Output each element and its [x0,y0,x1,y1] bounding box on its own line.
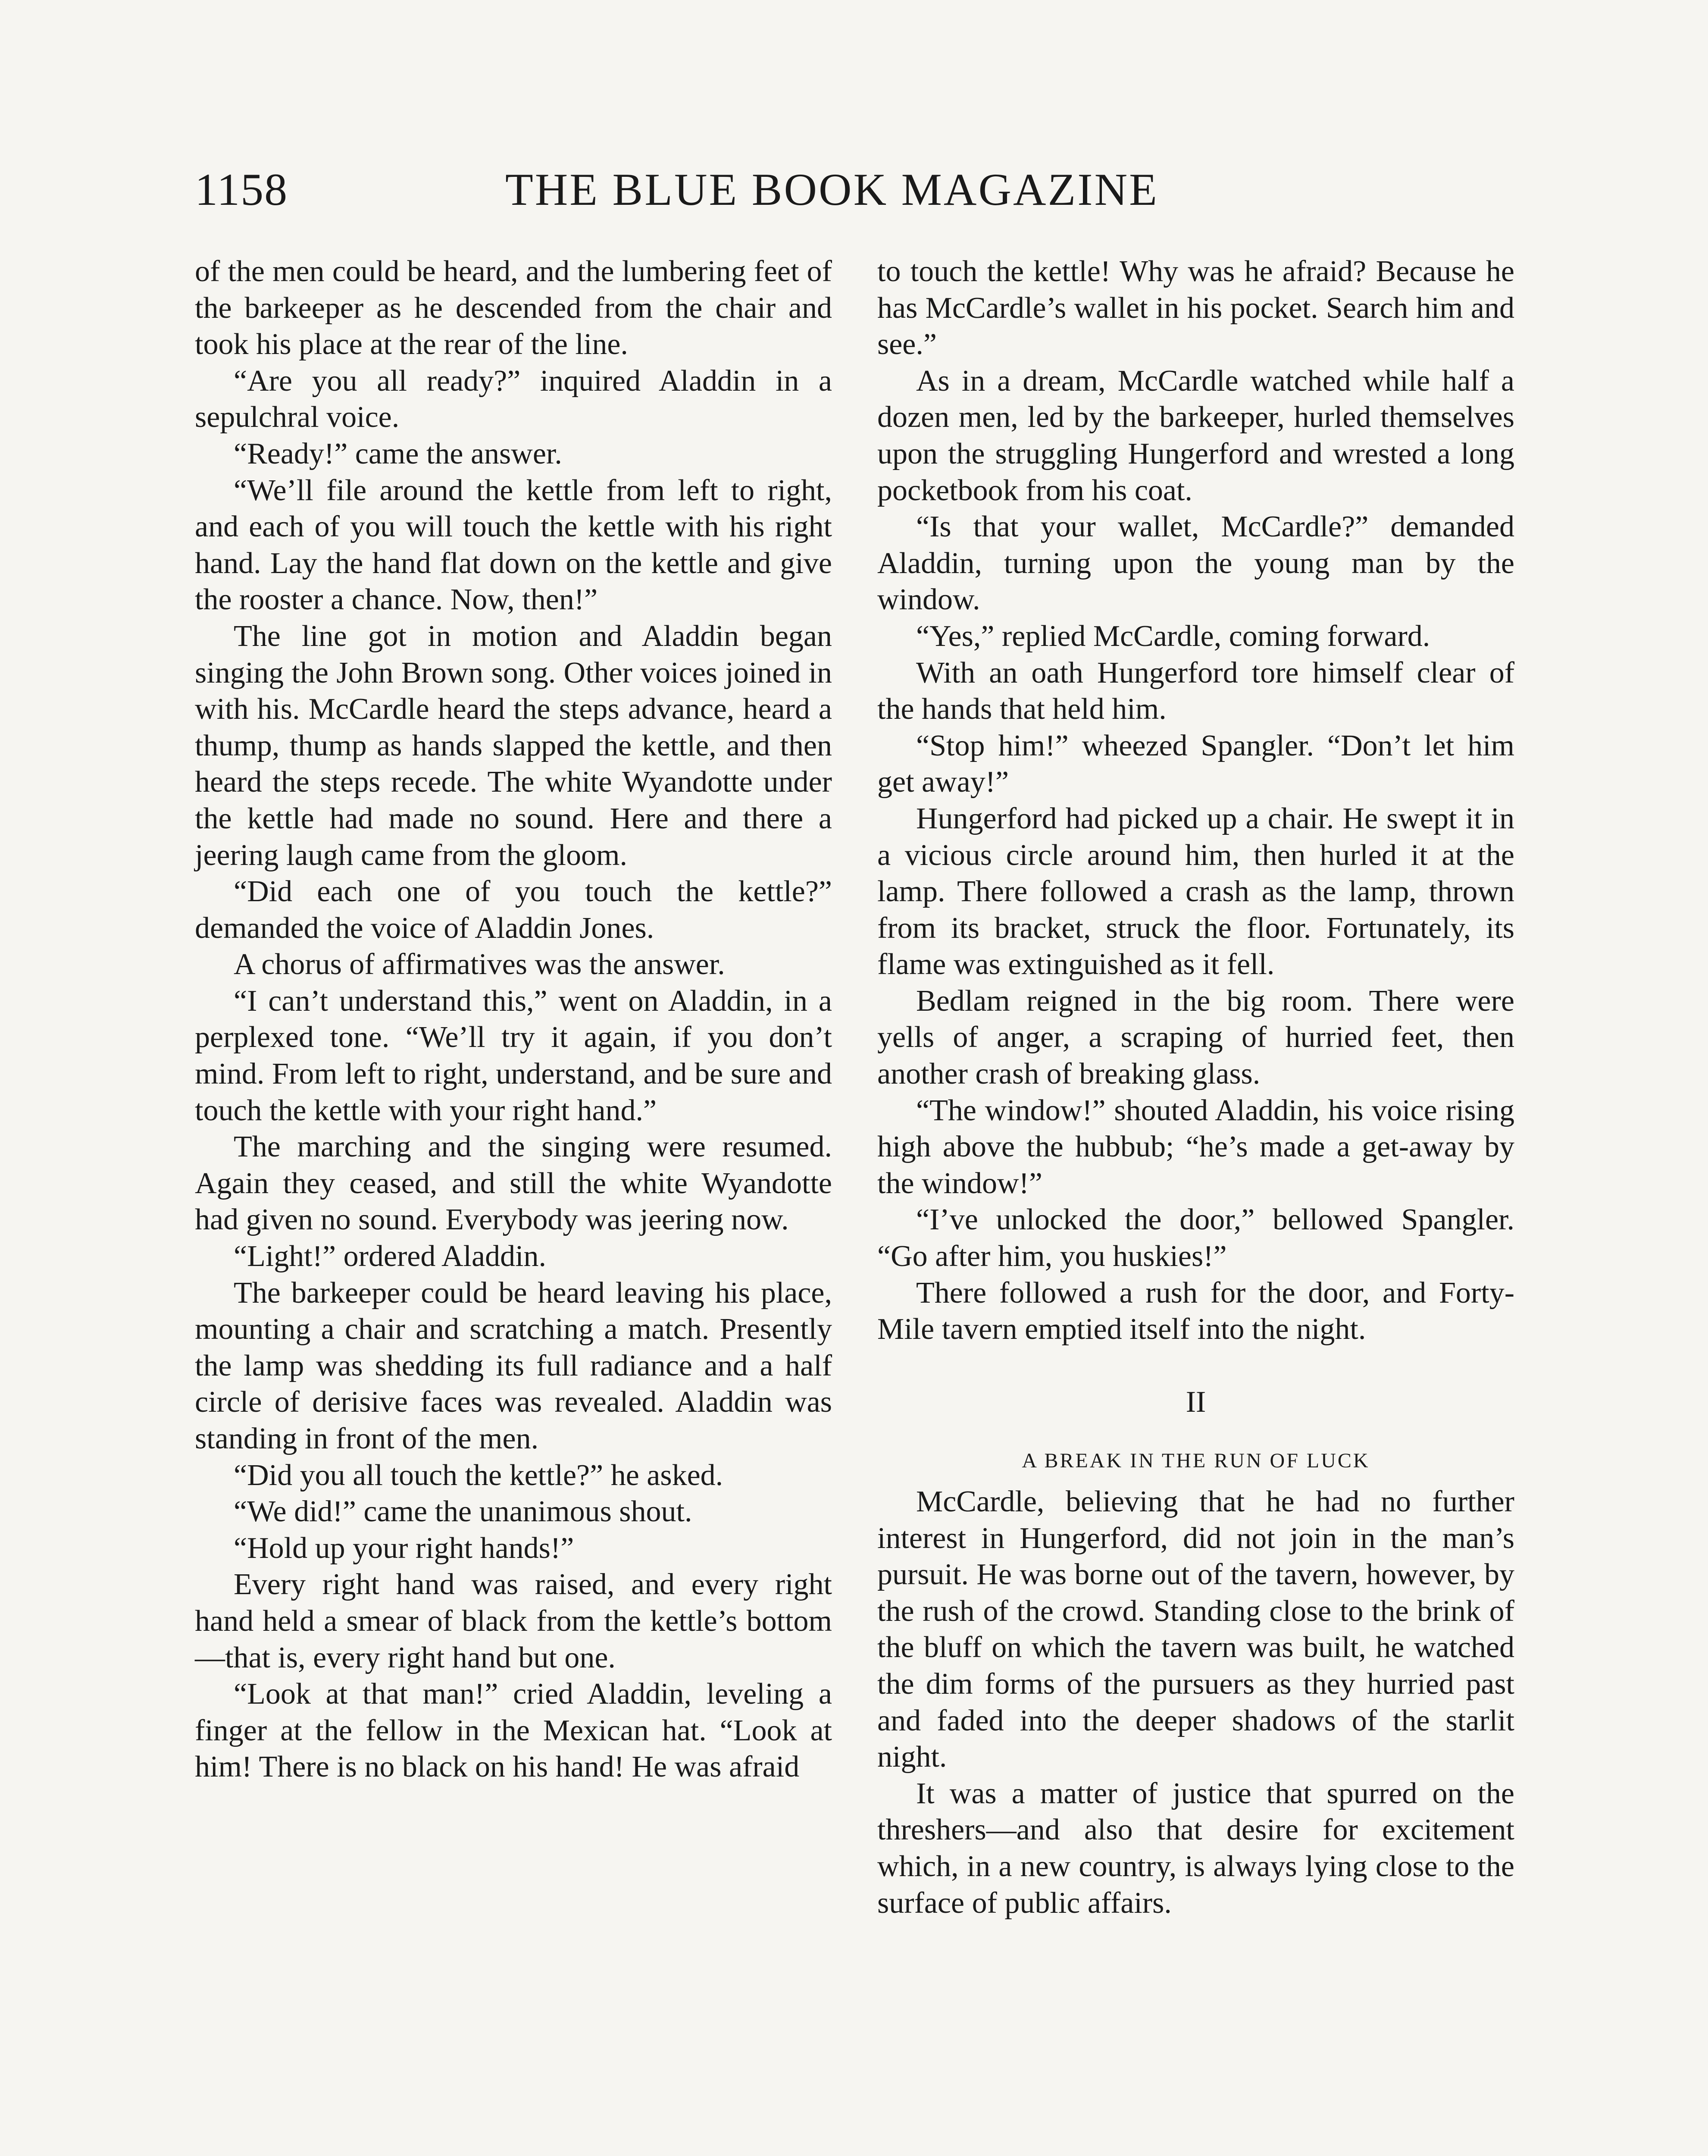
paragraph: The marching and the singing were resumed. Again they ceased, and still the white Wyandotte had given no sound. Everybody was jeering now. [195,1130,832,1237]
paragraph: It was a matter of justice that spurred on the threshers—and also that desire for excitement which, in a new country, is always lying close to the surface of public affairs. [877,1777,1514,1920]
paragraph: “We did!” came the unanimous shout. [234,1495,692,1529]
paragraph: “Did you all touch the kettle?” he asked. [234,1458,723,1492]
paragraph: Hungerford had picked up a chair. He swept it in a vicious circle around him, then hurled it at the lamp. There followed a crash as the lamp, thrown from its bracket, struck the floor. Fortunately, its flame was extinguished as it fell. [877,802,1514,981]
paragraph: “Are you all ready?” inquired Aladdin in a sepulchral voice. [195,364,832,434]
paragraph: Every right hand was raised, and every right hand held a smear of black from the kettle’s bottom—that is, every right hand but one. [195,1568,832,1674]
right-column [877,254,1514,1921]
paragraph: A chorus of affirmatives was the answer. [234,948,725,981]
paragraph: With an oath Hungerford tore himself clear of the hands that held him. [877,656,1514,726]
paragraph: “Stop him!” wheezed Spangler. “Don’t let him get away!” [877,729,1514,799]
paragraph: “Yes,” replied McCardle, coming forward. [916,619,1430,653]
paragraph: “We’ll file around the kettle from left to right, and each of you will touch the kettle with his right hand. Lay the hand flat down on the kettle and give the rooster a chance. Now, then!” [195,473,832,617]
section-heading: A BREAK IN THE RUN OF LUCK [1022,1449,1370,1473]
paragraph: “Is that your wallet, McCardle?” demanded Aladdin, turning upon the young man by the window. [877,510,1514,617]
running-title: THE BLUE BOOK MAGAZINE [505,164,1159,215]
paragraph: “The window!” shouted Aladdin, his voice rising high above the hubbub; “he’s made a get-away by the window!” [877,1094,1514,1200]
paragraph: “Ready!” came the answer. [234,437,562,470]
paragraph: There followed a rush for the door, and Forty-Mile tavern emptied itself into the night. [877,1276,1514,1346]
paragraph: “I’ve unlocked the door,” bellowed Spangler. “Go after him, you huskies!” [877,1203,1514,1273]
section-numeral: II [1186,1385,1206,1419]
paragraph: McCardle, believing that he had no further interest in Hungerford, did not join in the man’s pursuit. He was borne out of the tavern, however, by the rush of the crowd. Standing close to the brink of the bluff on which the tavern was built, he watched the dim forms of the pursuers as they hurried past and faded into the deeper shadows of the starlit night. [877,1485,1514,1774]
page-number: 1158 [195,164,288,215]
paragraph: The line got in motion and Aladdin began singing the John Brown song. Other voices joined in with his. McCardle heard the steps advance, heard a thump, thump as hands slapped the kettle, and then heard the steps recede. The white Wyandotte under the kettle had made no sound. Here and there a jeering laugh came from the gloom. [195,619,832,872]
page-header [195,160,1224,220]
paragraph: The barkeeper could be heard leaving his place, mounting a chair and scratching a match. Presently the lamp was shedding its full radiance and a half circle of derisive faces was revealed. Aladdin was standing in front of the men. [195,1276,832,1455]
paragraph: “I can’t understand this,” went on Aladdin, in a perplexed tone. “We’ll try it again, if you don’t mind. From left to right, understand, and be sure and touch the kettle with your right hand.” [195,984,832,1127]
paragraph: “Light!” ordered Aladdin. [234,1240,547,1273]
paragraph: of the men could be heard, and the lumbering feet of the barkeeper as he descended from the chair and took his place at the rear of the line. [195,255,832,361]
paragraph: As in a dream, McCardle watched while half a dozen men, led by the barkeeper, hurled themselves upon the struggling Hungerford and wrested a long pocketbook from his coat. [877,364,1514,507]
left-column [195,254,832,1786]
paragraph: “Hold up your right hands!” [234,1531,574,1565]
paragraph: “Look at that man!” cried Aladdin, leveling a finger at the fellow in the Mexican hat. “Look at him! There is no black on his hand! He was afraid [195,1677,832,1784]
paragraph: Bedlam reigned in the big room. There were yells of anger, a scraping of hurried feet, then another crash of breaking glass. [877,984,1514,1091]
paragraph: to touch the kettle! Why was he afraid? Because he has McCardle’s wallet in his pocket. Search him and see.” [877,255,1514,361]
paragraph: “Did each one of you touch the kettle?” demanded the voice of Aladdin Jones. [195,875,832,945]
